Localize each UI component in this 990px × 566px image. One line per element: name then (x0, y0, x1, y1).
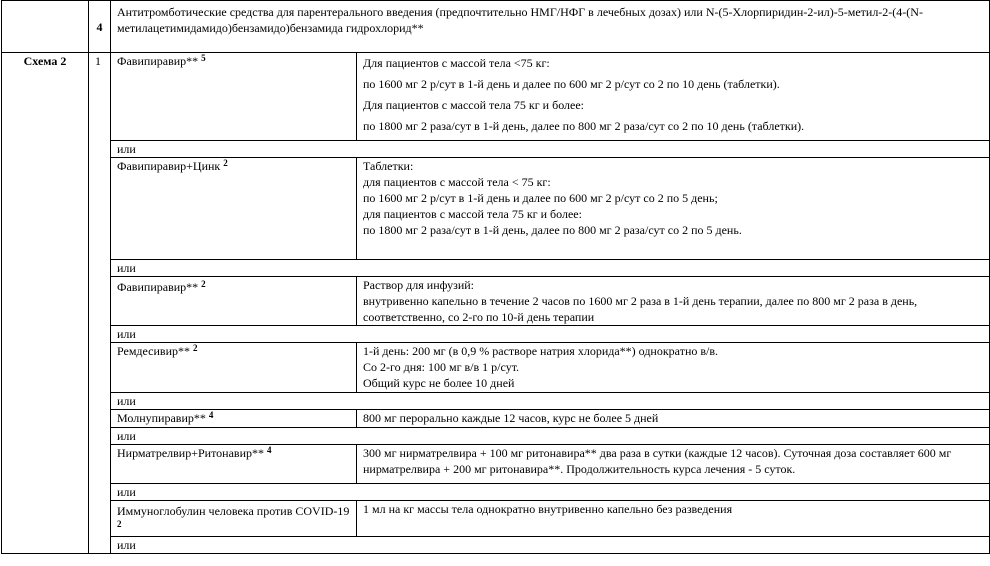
or-label: или (111, 326, 990, 343)
row-text: Антитромботические средства для парентерального введения (предпочтительно НМГ/НФГ в лечебных дозах) или N-(5-Хлорпиридин-2-ил)-5-метил-2-(4-(N-метилацетимидамидо)бензамидо)бензамида гидрохлорид** (111, 1, 990, 53)
or-row (2, 428, 990, 445)
drug-row-nirmatrelvir-ritonavir (2, 445, 990, 484)
dosage-line: для пациентов с массой тела 75 кг и более: (363, 207, 582, 221)
footnote-ref: 2 (201, 279, 206, 289)
drug-name: Фавипиравир** $^2$ (111, 277, 357, 326)
dosage-line: по 1800 мг 2 раза/сут в 1-й день, далее по 800 мг 2 раза/сут со 2 по 10 день (таблетки). (363, 119, 805, 133)
treatment-table (1, 0, 990, 554)
dosage-line: Раствор для инфузий: (363, 278, 475, 292)
drug-name: Ремдесивир** $^2$ (111, 343, 357, 393)
or-label: или (111, 537, 990, 554)
row-number: 4 (89, 1, 111, 53)
drug-name: Нирматрелвир+Ритонавир** $^4$ (111, 445, 357, 484)
or-row (2, 484, 990, 501)
dosage-cell (357, 445, 990, 484)
or-row (2, 326, 990, 343)
drug-name: Фавипиравир** $^5$ (111, 53, 357, 141)
empty-scheme-cell (2, 1, 89, 53)
dosage-cell (357, 277, 990, 326)
footnote-ref: 2 (193, 343, 198, 353)
drug-row-molnupiravir (2, 410, 990, 428)
drug-row-favipiravir-zinc (2, 158, 990, 260)
dosage-cell (357, 53, 990, 141)
dosage-line: Для пациентов с массой тела <75 кг: (363, 56, 550, 70)
drug-row-favipiravir-infusion (2, 277, 990, 326)
or-label: или (111, 260, 990, 277)
dosage-line: Таблетки: (363, 159, 414, 173)
drug-name: Иммуноглобулин человека против COVID-19 $^2$ (111, 501, 357, 537)
dosage-cell (357, 343, 990, 393)
scheme-label: Схема 2 (2, 53, 89, 554)
drug-row-favipiravir (2, 53, 990, 141)
scheme-number: 1 (89, 53, 111, 554)
dosage-cell (357, 410, 990, 428)
dosage-line: по 1600 мг 2 р/сут в 1-й день и далее по 600 мг 2 р/сут со 2 по 5 день; (363, 191, 718, 205)
footnote-ref: 2 (117, 519, 122, 529)
dosage-line: внутривенно капельно в течение 2 часов по 1600 мг 2 раза в 1-й день терапии, далее по 800 мг 2 раза в день, соответственно, со 2-го по 10-й день терапии (363, 294, 918, 324)
or-label: или (111, 484, 990, 501)
drug-row-immunoglobulin (2, 501, 990, 537)
dosage-line: по 1800 мг 2 раза/сут в 1-й день, далее по 800 мг 2 раза/сут со 2 по 5 день. (363, 223, 742, 237)
dosage-line: 800 мг перорально каждые 12 часов, курс не более 5 дней (363, 411, 659, 425)
dosage-line: 300 мг нирматрелвира + 100 мг ритонавира** два раза в сутки (каждые 12 часов). Суточная доза составляет 600 мг нирматрелвира + 200 мг ритонавира**. Продолжительность курса лечения - 5 суток. (363, 446, 952, 476)
or-label: или (111, 393, 990, 410)
footnote-ref: 2 (223, 158, 228, 168)
drug-name: Молнупиравир** $^4$ (111, 410, 357, 428)
or-row (2, 260, 990, 277)
footnote-ref: 4 (208, 410, 214, 420)
dosage-line: Со 2-го дня: 100 мг в/в 1 р/сут. (363, 360, 520, 374)
or-label: или (111, 428, 990, 445)
dosage-line: 1 мл на кг массы тела однократно внутривенно капельно без разведения (363, 502, 733, 516)
dosage-line: 1-й день: 200 мг (в 0,9 % растворе натрия хлорида**) однократно в/в. (363, 344, 719, 358)
or-row (2, 393, 990, 410)
dosage-cell (357, 158, 990, 260)
dosage-line: Общий курс не более 10 дней (363, 376, 515, 390)
or-row (2, 141, 990, 158)
dosage-line: по 1600 мг 2 р/сут в 1-й день и далее по 600 мг 2 р/сут со 2 по 10 день (таблетки). (363, 77, 780, 91)
footnote-ref: 5 (201, 53, 206, 63)
drug-name: Фавипиравир+Цинк $^2$ (111, 158, 357, 260)
footnote-ref: 4 (267, 445, 272, 455)
dosage-cell (357, 501, 990, 537)
row-4 (2, 1, 990, 53)
drug-row-remdesivir (2, 343, 990, 393)
dosage-line: для пациентов с массой тела < 75 кг: (363, 175, 551, 189)
or-label: или (111, 141, 990, 158)
or-row (2, 537, 990, 554)
dosage-line: Для пациентов с массой тела 75 кг и более: (363, 98, 585, 112)
